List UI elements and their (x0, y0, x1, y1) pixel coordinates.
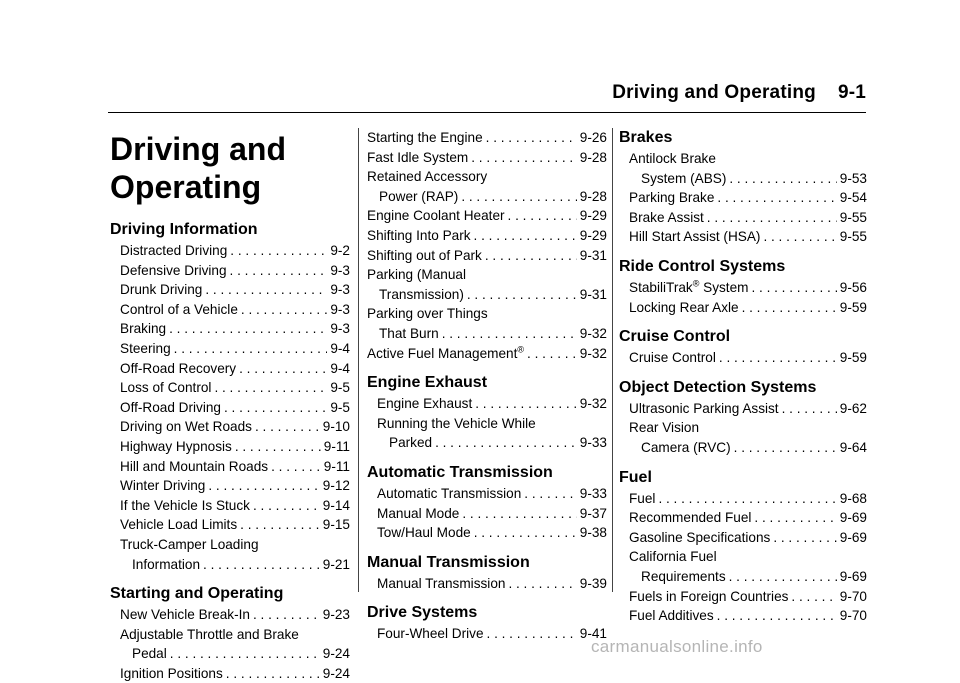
toc-entry-title (377, 504, 459, 524)
toc-entry[interactable] (110, 319, 350, 339)
toc-entry-label: Adjustable Throttle and Brake (120, 626, 299, 642)
toc-page-number: 9-68 (839, 490, 867, 506)
toc-entry[interactable] (110, 555, 350, 575)
dot-leader (508, 574, 576, 594)
toc-entry-title (379, 324, 439, 344)
toc-page-number: 9-11 (323, 438, 350, 454)
toc-entry-title-text: Fuel Additives (629, 608, 714, 624)
toc-entry[interactable] (367, 148, 607, 168)
toc-page-number: 9-14 (322, 497, 350, 513)
toc-entry-title-text: Manual Transmission (377, 575, 506, 591)
toc-entry[interactable] (367, 624, 607, 644)
toc-entry[interactable] (367, 394, 607, 414)
toc-entry-title (367, 128, 483, 148)
toc-entry-title (120, 437, 232, 457)
toc-entry-title (120, 417, 252, 437)
toc-entry-label: Retained Accessory (367, 169, 488, 185)
toc-page-number: 9-39 (579, 575, 607, 591)
chapter-title (110, 130, 350, 206)
toc-entry[interactable] (619, 508, 867, 528)
toc-entry-title (641, 169, 726, 189)
toc-entry-title (367, 226, 471, 246)
toc-entry-title (120, 515, 237, 535)
toc-entry-title-text: Camera (RVC) (641, 439, 731, 455)
toc-entry-title (367, 246, 482, 266)
section-heading: Engine Exhaust (367, 374, 488, 392)
toc-page-number: 9-70 (839, 588, 867, 604)
section-heading: Object Detection Systems (619, 378, 817, 396)
toc-entry-title-text: If the Vehicle Is Stuck (120, 497, 250, 513)
toc-page-number: 9-11 (323, 458, 350, 474)
dot-leader (485, 246, 577, 266)
toc-page-number: 9-64 (839, 439, 867, 455)
dot-leader (524, 484, 576, 504)
dot-leader (208, 476, 319, 496)
toc-page-number: 9-55 (839, 209, 867, 225)
toc-page-number: 9-3 (330, 262, 350, 278)
toc-entry-title-text: Winter Driving (120, 478, 206, 494)
toc-entry-title (120, 605, 250, 625)
toc-page-number: 9-31 (579, 286, 607, 302)
toc-entry-label: Rear Vision (629, 420, 700, 436)
header-title: Driving and Operating (612, 82, 816, 103)
toc-page-number: 9-59 (839, 350, 867, 366)
dot-leader (226, 664, 320, 683)
toc-entry[interactable] (619, 606, 867, 626)
toc-page-number: 9-3 (330, 321, 350, 337)
section-heading: Manual Transmission (367, 553, 530, 571)
dot-leader (754, 508, 836, 528)
dot-leader (474, 523, 577, 543)
toc-entry[interactable] (110, 280, 350, 300)
toc-page-number: 9-54 (839, 190, 867, 206)
toc-page-number: 9-41 (579, 626, 607, 642)
toc-entry[interactable] (619, 348, 867, 368)
toc-page-number: 9-26 (579, 130, 607, 145)
toc-entry-title-text: Manual Mode (377, 505, 460, 521)
toc-entry-title-text: Hill Start Assist (HSA) (629, 229, 761, 245)
toc-page-number: 9-31 (579, 247, 607, 263)
toc-page-number: 9-70 (839, 608, 867, 624)
toc-page-number: 9-29 (579, 227, 607, 243)
toc-entry[interactable] (367, 523, 607, 543)
toc-page-number: 9-15 (322, 517, 350, 533)
toc-entry-title-text: Ultrasonic Parking Assist (629, 400, 779, 416)
toc-entry[interactable] (110, 644, 350, 664)
toc-entry-title-text: Pedal (132, 646, 167, 662)
toc-page-number: 9-21 (322, 556, 350, 572)
watermark: carmanualsonline.info (591, 637, 763, 656)
dot-leader (729, 567, 837, 587)
toc-entry-title-text: New Vehicle Break-In (120, 607, 250, 623)
toc-page-number: 9-29 (579, 208, 607, 224)
toc-entry[interactable] (619, 227, 867, 247)
toc-entry[interactable] (619, 169, 867, 189)
dot-leader (169, 319, 327, 339)
column-divider-1 (358, 128, 359, 592)
dot-leader (486, 128, 577, 148)
toc-entry[interactable] (619, 587, 867, 607)
toc-page-number: 9-4 (330, 360, 350, 376)
dot-leader (717, 606, 837, 626)
toc-entry-title-text: Tow/Haul Mode (377, 525, 471, 541)
toc-page-number: 9-33 (579, 485, 607, 501)
toc-page-number: 9-69 (839, 510, 867, 526)
toc-entry-title-text: Automatic Transmission (377, 485, 522, 501)
dot-leader (461, 187, 576, 207)
toc-entry[interactable] (619, 399, 867, 419)
toc-entry-label: Antilock Brake (629, 151, 716, 166)
toc-entry-title-text: Requirements (641, 568, 726, 584)
toc-entry-title-text: Recommended Fuel (629, 510, 752, 526)
toc-column-3 (619, 128, 867, 626)
toc-page-number: 9-69 (839, 568, 867, 584)
toc-entry[interactable] (367, 484, 607, 504)
toc-entry-title (641, 567, 726, 587)
dot-leader (717, 188, 836, 208)
toc-entry[interactable] (367, 433, 607, 453)
toc-entry[interactable] (367, 574, 607, 594)
chapter-title-line-1: Driving and (110, 131, 287, 167)
page-header (612, 82, 866, 104)
toc-entry-title-text: Fuel (629, 490, 656, 506)
toc-entry-title-text: System (ABS) (641, 170, 727, 186)
toc-entry-title (629, 208, 704, 228)
dot-leader (253, 496, 320, 516)
toc-page-number: 9-5 (330, 399, 350, 415)
toc-entry-label: California Fuel (629, 549, 717, 565)
toc-entry-title (120, 339, 171, 359)
toc-page-number: 9-53 (839, 170, 867, 186)
section-heading: Starting and Operating (110, 585, 284, 603)
toc-entry[interactable] (619, 278, 867, 298)
toc-entry-title (377, 484, 521, 504)
toc-entry-title (132, 555, 200, 575)
toc-entry-title-text: Engine Exhaust (377, 396, 473, 412)
toc-entry[interactable] (110, 398, 350, 418)
toc-entry-title-text: Active Fuel Management (367, 345, 518, 361)
toc-page-number: 9-3 (330, 282, 350, 298)
toc-entry-title-text: Off-Road Recovery (120, 360, 237, 376)
toc-entry-title (120, 319, 166, 339)
dot-leader (214, 378, 327, 398)
dot-leader (203, 555, 320, 575)
toc-entry[interactable] (367, 226, 607, 246)
toc-page-number: 9-28 (579, 188, 607, 204)
toc-entry-title-text: Steering (120, 340, 171, 356)
toc-entry-title (629, 278, 748, 298)
chapter-title-line-2: Operating (110, 169, 262, 205)
dot-leader (729, 169, 836, 189)
toc-entry-title (377, 624, 484, 644)
toc-entry-title (629, 227, 760, 247)
dot-leader (255, 417, 320, 437)
dot-leader (174, 339, 328, 359)
dot-leader (742, 298, 837, 318)
toc-entry-label: Parking (Manual (367, 267, 466, 283)
toc-page-number: 9-38 (579, 525, 607, 541)
toc-entry-title-text: Loss of Control (120, 380, 212, 396)
dot-leader (240, 515, 320, 535)
toc-entry-title (629, 489, 655, 509)
toc-entry-title-text: Cruise Control (629, 350, 716, 366)
dot-leader (239, 359, 327, 379)
toc-entry-title-text: Parking Brake (629, 190, 715, 206)
toc-entry[interactable] (110, 417, 350, 437)
toc-entry-title-text: Gasoline Specifications (629, 529, 771, 545)
toc-page-number: 9-69 (839, 529, 867, 545)
toc-entry[interactable] (110, 476, 350, 496)
toc-entry-title-text: Fast Idle System (367, 149, 469, 165)
dot-leader (707, 208, 837, 228)
dot-leader (224, 398, 327, 418)
dot-leader (241, 300, 327, 320)
toc-entry-title (120, 378, 211, 398)
toc-entry-title (629, 399, 779, 419)
toc-entry-title (379, 187, 458, 207)
toc-page-number: 9-37 (579, 505, 607, 521)
toc-page-number: 9-59 (839, 299, 867, 315)
toc-entry[interactable] (619, 567, 867, 587)
toc-entry[interactable] (110, 664, 350, 683)
section-heading: Cruise Control (619, 328, 731, 346)
toc-entry-title (629, 508, 751, 528)
toc-entry-title (120, 457, 268, 477)
toc-page-number: 9-10 (322, 419, 350, 435)
dot-leader (527, 344, 577, 364)
dot-leader (782, 399, 837, 419)
toc-page-number: 9-24 (322, 665, 350, 681)
toc-entry-title (629, 587, 788, 607)
column-divider-2 (612, 128, 613, 592)
dot-leader (467, 285, 577, 305)
toc-page-number: 9-62 (839, 400, 867, 416)
dot-leader (170, 644, 320, 664)
dot-leader (230, 241, 327, 261)
toc-entry-title-text: That Burn (379, 325, 439, 341)
toc-entry-title (379, 285, 464, 305)
toc-entry[interactable] (110, 605, 350, 625)
dot-leader (475, 394, 577, 414)
registered-mark: ® (517, 344, 525, 354)
toc-entry[interactable] (367, 246, 607, 266)
toc-entry-title (120, 280, 202, 300)
toc-entry[interactable] (619, 528, 867, 548)
toc-entry[interactable] (110, 496, 350, 516)
toc-entry-title-text: Driving on Wet Roads (120, 419, 252, 435)
toc-entry-title (120, 300, 238, 320)
dot-leader (763, 227, 836, 247)
section-heading: Brakes (619, 129, 673, 146)
toc-entry-label: Running the Vehicle While (377, 415, 536, 431)
toc-page-number: 9-32 (579, 345, 607, 361)
dot-leader (719, 348, 837, 368)
toc-entry[interactable] (619, 208, 867, 228)
toc-entry-label: Parking over Things (367, 306, 488, 322)
toc-entry-title (120, 398, 221, 418)
toc-entry[interactable] (367, 324, 607, 344)
toc-entry-title-text: Braking (120, 321, 167, 337)
toc-entry-title-text: Control of a Vehicle (120, 301, 238, 317)
toc-entry-title (377, 394, 472, 414)
toc-page-number: 9-24 (322, 646, 350, 662)
toc-entry-title-text: Vehicle Load Limits (120, 517, 238, 533)
toc-entry-title-text: Distracted Driving (120, 243, 228, 258)
toc-entry[interactable] (619, 489, 867, 509)
toc-entry-title-text: Starting the Engine (367, 130, 483, 145)
toc-page-number: 9-28 (579, 149, 607, 165)
toc-entry-title (377, 523, 471, 543)
toc-entry[interactable] (110, 359, 350, 379)
toc-entry-title (120, 359, 236, 379)
toc-entry[interactable] (367, 187, 607, 207)
toc-entry[interactable] (367, 206, 607, 226)
dot-leader (487, 624, 577, 644)
toc-entry-title (629, 188, 714, 208)
toc-entry-title (377, 574, 505, 594)
section-heading: Fuel (619, 468, 652, 486)
toc-entry-title-text: Locking Rear Axle (629, 299, 739, 315)
toc-entry[interactable] (110, 437, 350, 457)
dot-leader (230, 261, 328, 281)
toc-entry-title-text: Defensive Driving (120, 262, 227, 278)
toc-page-number: 9-12 (322, 478, 350, 494)
toc-entry-title-text: Highway Hypnosis (120, 438, 232, 454)
toc-entry-title (120, 476, 205, 496)
toc-page-number: 9-33 (579, 435, 607, 451)
toc-column-1 (110, 128, 350, 683)
dot-leader (205, 280, 327, 300)
toc-entry-title-text: Brake Assist (629, 209, 704, 225)
toc-entry-title (367, 148, 468, 168)
toc-entry-title-text: Transmission) (379, 286, 464, 302)
toc-entry-title (120, 241, 227, 261)
dot-leader (508, 206, 577, 226)
header-rule (108, 112, 866, 113)
section-heading: Automatic Transmission (367, 463, 553, 481)
section-heading: Drive Systems (367, 604, 478, 622)
toc-entry-title (629, 298, 739, 318)
toc-entry-title-text: Parked (389, 435, 433, 451)
toc-entry-title (641, 438, 731, 458)
toc-entry[interactable] (619, 298, 867, 318)
toc-column-2 (367, 128, 607, 644)
toc-entry-title (629, 528, 770, 548)
toc-entry[interactable] (110, 241, 350, 261)
toc-entry-title-text: Shifting Into Park (367, 227, 471, 243)
toc-page-number: 9-32 (579, 396, 607, 412)
header-page-number: 9-1 (837, 82, 866, 103)
toc-entry-title-text: Engine Coolant Heater (367, 208, 505, 224)
toc-entry-title (389, 433, 432, 453)
dot-leader (462, 504, 576, 524)
dot-leader (734, 438, 837, 458)
toc-entry[interactable] (110, 339, 350, 359)
toc-entry-title (120, 261, 227, 281)
toc-page-number: 9-23 (322, 607, 350, 623)
toc-entry-title (629, 348, 716, 368)
registered-mark: ® (692, 278, 700, 289)
dot-leader (658, 489, 836, 509)
toc-entry[interactable] (110, 261, 350, 281)
toc-entry-title-text: System (699, 279, 749, 295)
dot-leader (253, 605, 320, 625)
toc-page-number: 9-55 (839, 229, 867, 245)
toc-entry[interactable] (367, 285, 607, 305)
dot-leader (791, 587, 836, 607)
toc-page-number: 9-32 (579, 325, 607, 341)
dot-leader (773, 528, 836, 548)
toc-page-number: 9-3 (330, 301, 350, 317)
section-heading: Ride Control Systems (619, 257, 786, 275)
toc-entry-title-text: Information (132, 556, 201, 572)
section-heading: Driving Information (110, 221, 258, 238)
toc-entry-title-text: Drunk Driving (120, 282, 203, 298)
toc-entry[interactable] (110, 378, 350, 398)
dot-leader (435, 433, 577, 453)
toc-entry-title-text: Hill and Mountain Roads (120, 458, 269, 474)
dot-leader (271, 457, 321, 477)
toc-entry[interactable] (110, 300, 350, 320)
toc-entry-title (132, 644, 167, 664)
toc-entry[interactable] (110, 457, 350, 477)
toc-entry-title (367, 206, 505, 226)
toc-entry-title (120, 664, 223, 683)
toc-page-number: 9-2 (330, 243, 350, 258)
toc-entry[interactable] (619, 188, 867, 208)
toc-entry[interactable] (367, 344, 607, 364)
dot-leader (442, 324, 577, 344)
toc-entry-title (629, 606, 714, 626)
toc-page-number: 9-56 (839, 279, 867, 295)
toc-entry-title-text: Four-Wheel Drive (377, 626, 484, 642)
dot-leader (751, 278, 836, 298)
toc-entry-title-text: Power (RAP) (379, 188, 459, 204)
toc-entry-title-text: Fuels in Foreign Countries (629, 588, 789, 604)
toc-entry-title-text: StabiliTrak (629, 279, 693, 295)
dot-leader (474, 226, 577, 246)
toc-page-number: 9-5 (330, 380, 350, 396)
toc-entry[interactable] (367, 128, 607, 148)
toc-entry-title (120, 496, 250, 516)
toc-entry-title-text: Off-Road Driving (120, 399, 221, 415)
toc-entry[interactable] (367, 504, 607, 524)
toc-entry[interactable] (110, 515, 350, 535)
toc-page-number: 9-4 (330, 340, 350, 356)
dot-leader (235, 437, 321, 457)
toc-entry-label: Truck-Camper Loading (120, 536, 259, 552)
toc-entry-title-text: Shifting out of Park (367, 247, 482, 263)
dot-leader (471, 148, 577, 168)
toc-entry[interactable] (619, 438, 867, 458)
toc-entry-title (367, 344, 524, 364)
toc-entry-title-text: Ignition Positions (120, 665, 223, 681)
